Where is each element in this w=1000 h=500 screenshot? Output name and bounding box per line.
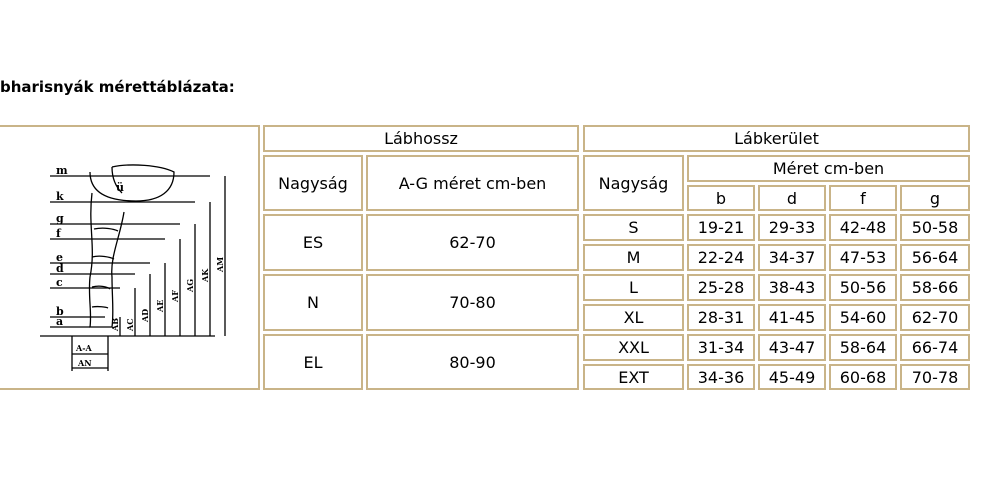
label-e: e <box>56 251 63 264</box>
circumference-cell: 38-43 <box>758 274 826 301</box>
circumference-cell: 58-64 <box>829 334 897 361</box>
label-ag: AG <box>185 278 195 292</box>
label-d: d <box>56 262 64 275</box>
label-ac: AC <box>125 318 135 331</box>
label-b: b <box>56 305 64 318</box>
circumference-cell: 28-31 <box>687 304 755 331</box>
label-ad: AD <box>140 308 150 322</box>
length-row-size: ES <box>263 214 363 271</box>
circumference-cell: 56-64 <box>900 244 970 271</box>
page-heading: bharisnyák mérettáblázata: <box>0 78 235 96</box>
length-range-header: A-G méret cm-ben <box>366 155 579 211</box>
label-a-a: A-A <box>76 343 92 353</box>
label-m: m <box>56 164 68 177</box>
circumference-cell: 50-58 <box>900 214 970 241</box>
label-ae: AE <box>155 299 165 312</box>
circumference-table-title: Lábkerület <box>583 125 970 152</box>
circumference-cell: 47-53 <box>829 244 897 271</box>
circumference-cell: 29-33 <box>758 214 826 241</box>
circumference-row-size: EXT <box>583 364 684 390</box>
circumference-cell: 42-48 <box>829 214 897 241</box>
length-size-header: Nagyság <box>263 155 363 211</box>
circumference-row-size: L <box>583 274 684 301</box>
circumference-cell: 34-36 <box>687 364 755 390</box>
circumference-row-size: M <box>583 244 684 271</box>
circumference-cell: 22-24 <box>687 244 755 271</box>
circumference-size-header: Nagyság <box>583 155 684 211</box>
length-row-size: EL <box>263 334 363 390</box>
circumference-group-header: Méret cm-ben <box>687 155 970 182</box>
circumference-cell: 43-47 <box>758 334 826 361</box>
length-table-title: Lábhossz <box>263 125 579 152</box>
circumference-col-header: d <box>758 185 826 211</box>
length-row-range: 70-80 <box>366 274 579 331</box>
circumference-row-size: XL <box>583 304 684 331</box>
garment-top-outline <box>90 165 174 201</box>
circumference-cell: 45-49 <box>758 364 826 390</box>
circumference-cell: 41-45 <box>758 304 826 331</box>
circumference-cell: 31-34 <box>687 334 755 361</box>
label-am: AM <box>215 256 225 272</box>
circumference-cell: 62-70 <box>900 304 970 331</box>
label-a: a <box>56 315 64 328</box>
circumference-cell: 19-21 <box>687 214 755 241</box>
leg-measurement-diagram <box>0 125 260 390</box>
label-u: ü <box>116 181 124 194</box>
circumference-cell: 58-66 <box>900 274 970 301</box>
length-row-range: 80-90 <box>366 334 579 390</box>
leg-ellipses <box>92 228 118 308</box>
circumference-col-header: b <box>687 185 755 211</box>
circumference-col-header: g <box>900 185 970 211</box>
circumference-cell: 50-56 <box>829 274 897 301</box>
circumference-cell: 60-68 <box>829 364 897 390</box>
circumference-row-size: XXL <box>583 334 684 361</box>
circumference-cell: 70-78 <box>900 364 970 390</box>
label-k: k <box>56 190 64 203</box>
label-ab: AB <box>110 318 120 331</box>
label-af: AF <box>170 290 180 302</box>
circumference-col-header: f <box>829 185 897 211</box>
label-an: AN <box>78 358 92 368</box>
circumference-cell: 66-74 <box>900 334 970 361</box>
label-f: f <box>56 227 61 240</box>
circumference-row-size: S <box>583 214 684 241</box>
label-g: g <box>56 212 64 225</box>
label-ak: AK <box>200 268 210 282</box>
circumference-cell: 34-37 <box>758 244 826 271</box>
circumference-cell: 54-60 <box>829 304 897 331</box>
length-row-range: 62-70 <box>366 214 579 271</box>
length-row-size: N <box>263 274 363 331</box>
leg-diagram-svg <box>0 127 258 388</box>
circumference-cell: 25-28 <box>687 274 755 301</box>
label-c: c <box>56 276 63 289</box>
